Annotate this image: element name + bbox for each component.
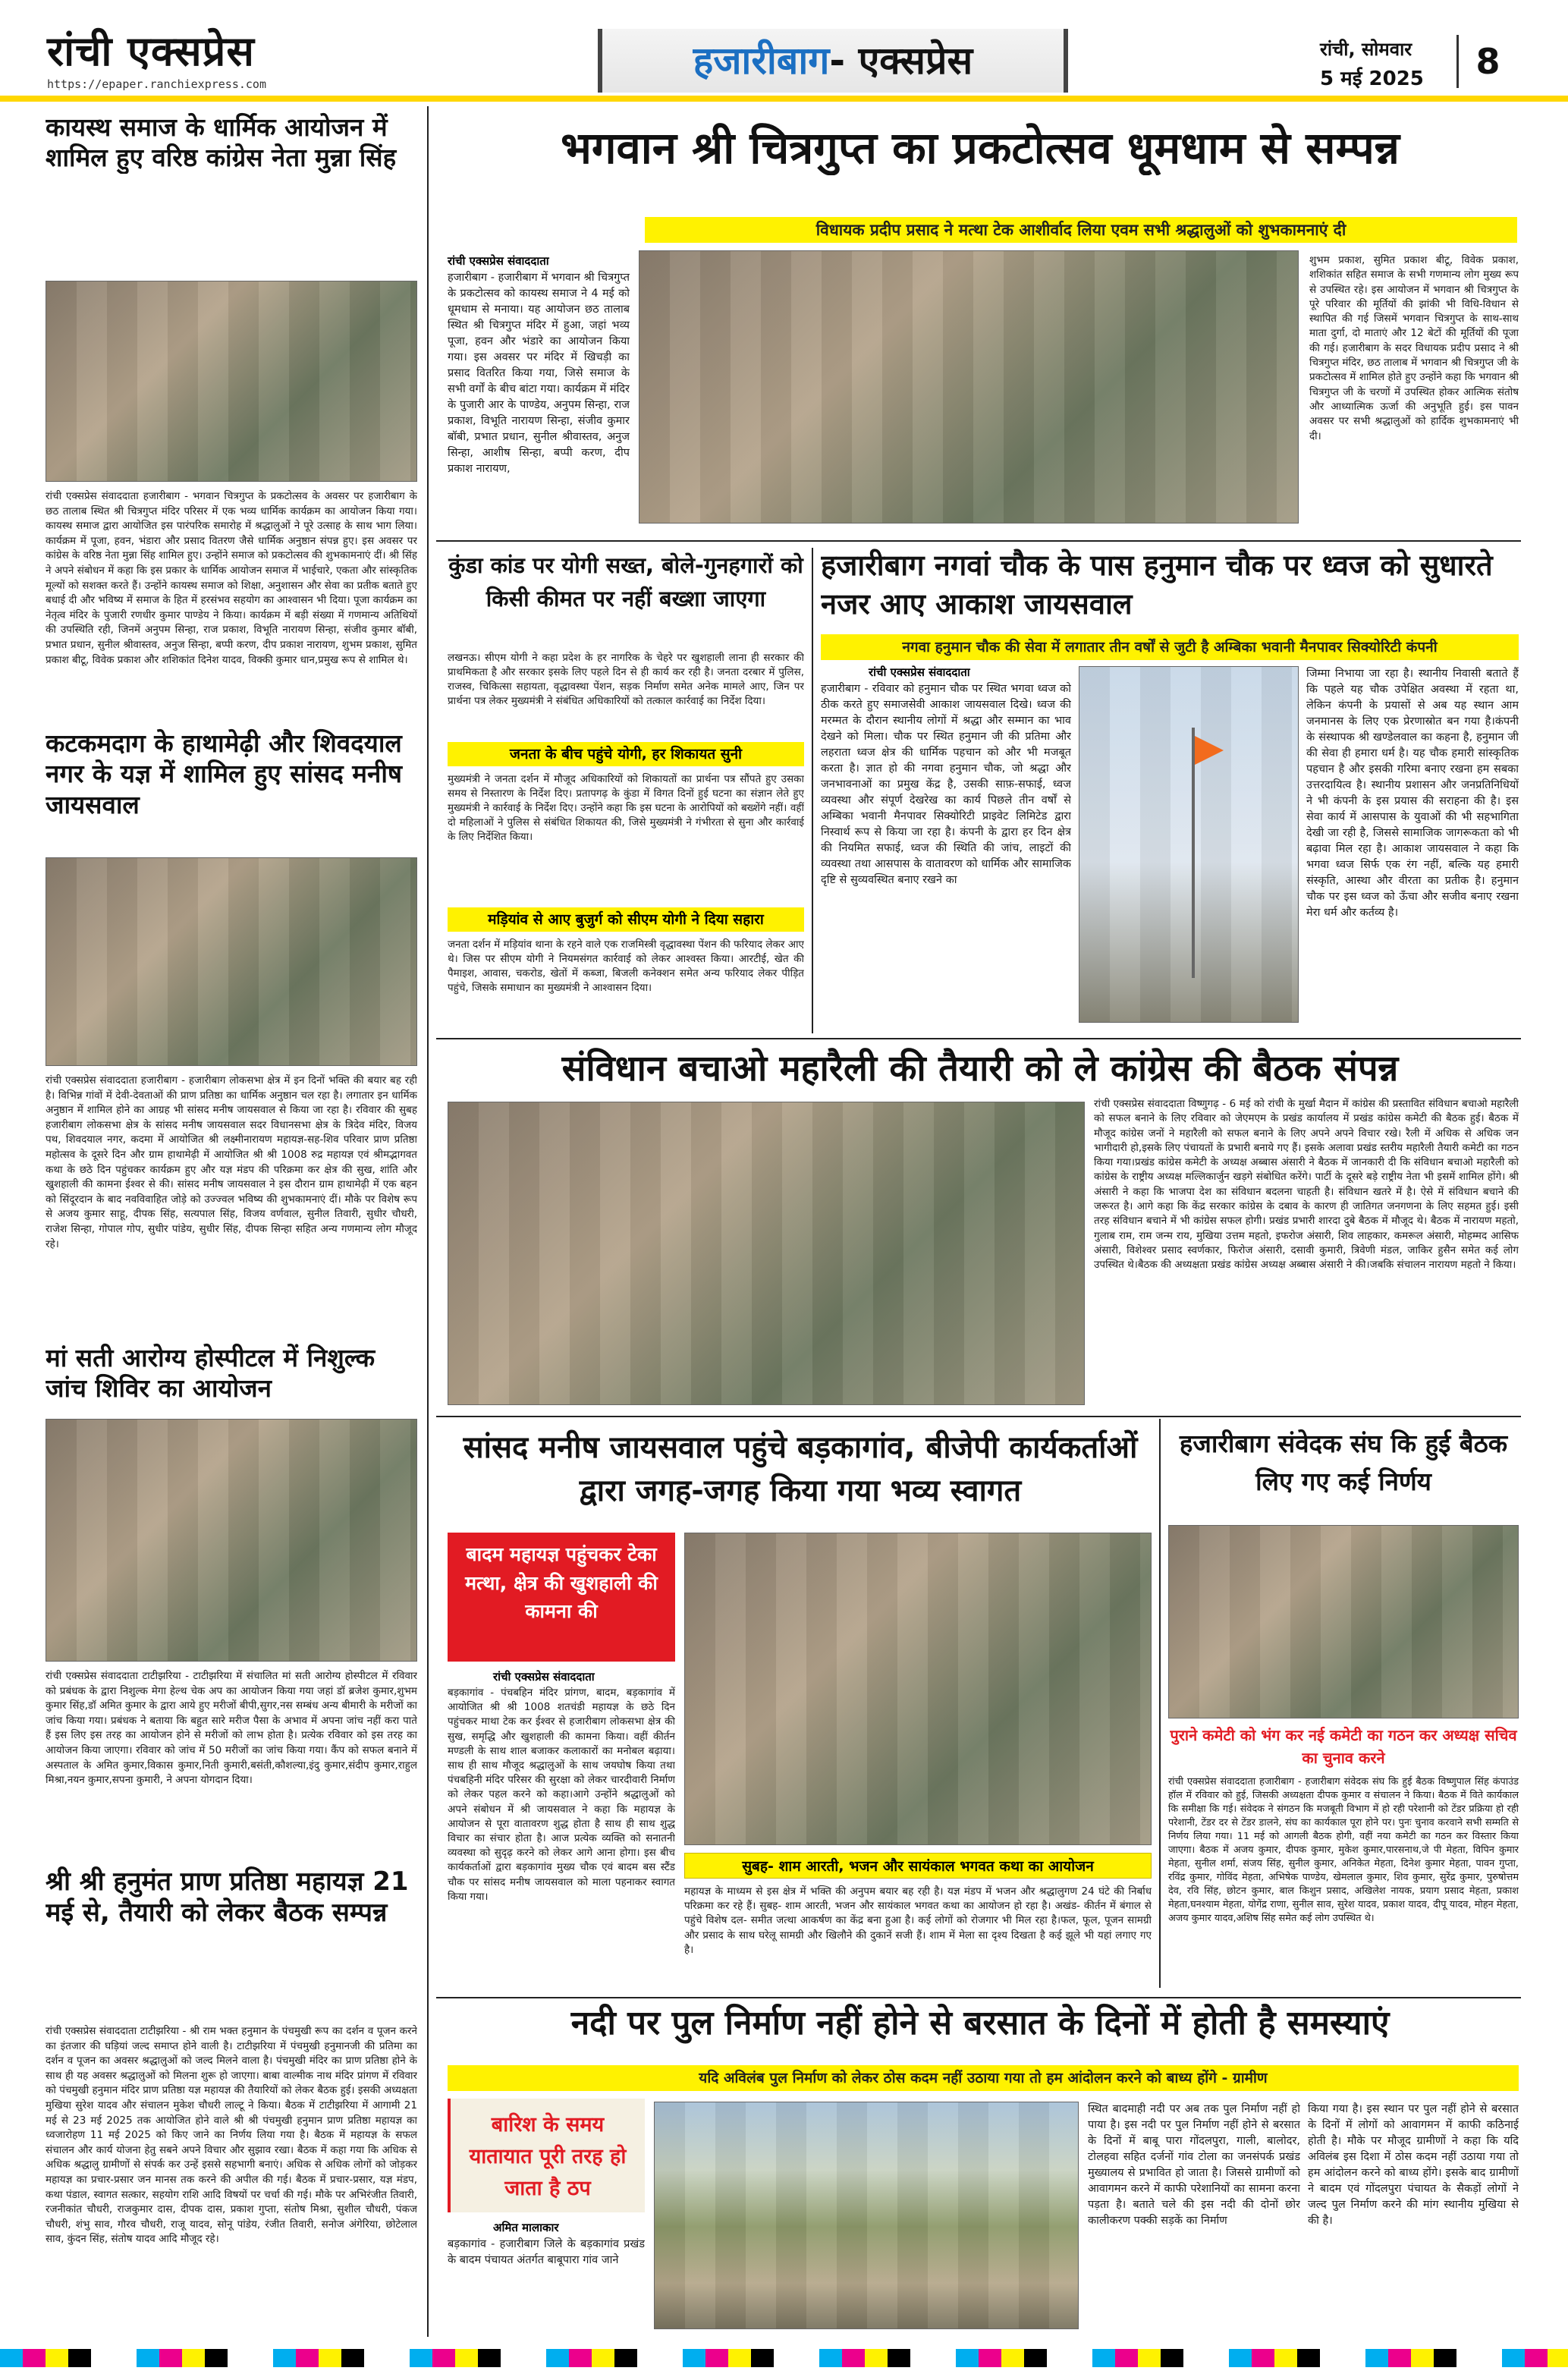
river-box-text: बारिश के समय यातायात पूरी तरह हो जाता है ठप [469, 2113, 627, 2200]
river-photo [654, 2102, 1079, 2329]
left-story4-headline: श्री श्री हनुमंत प्राण प्रतिष्ठा महायज्ञ 21 मई से, तैयारी को लेकर बैठक सम्पन्न [46, 1866, 409, 1929]
section-suffix: - एक्सप्रेस [829, 39, 973, 83]
left-story1-headline: कायस्थ समाज के धार्मिक आयोजन में शामिल हुए वरिष्ठ कांग्रेस नेता मुन्ना सिंह [46, 112, 397, 173]
yogi-rule [812, 548, 813, 1033]
mp-body: बड़कागांव - पंचबहिन मंदिर प्रांगण, बादम, बड़कागांव में आयोजित श्री श्री 1008 शतचंडी महायज्ञ के छठे दिन पहुंचकर माथा टेक कर ईश्वर से हजारीबाग लोकसभा क्षेत्र की सुख, समृद्धि और खुशहाली की कामना किया। वहीं कीर्तन मण्डली के साथ शाल बजाकर कलाकारों का मनोबल बढ़ाया। साथ ही साथ मौजूद श्रद्धालुओं के साथ जयघोष किया तथा पंचबहिनी मंदिर परिसर की सुरक्षा को लेकर चारदीवारी निर्माण को लेकर पहल करने को कहा।आगे उन्होंने श्रद्धालुओं को अपने संबोधन में श्री जायसवाल ने कहा कि महायज्ञ के आयोजन से पूरा वातावरण शुद्ध होता है साथ ही साथ शुद्ध विचार का संचार होता है। आज प्रत्येक व्यक्ति को सनातनी व्यवस्था को सुदृढ़ करने को लेकर आगे आना होगा। इस बीच कार्यकर्ताओं द्वारा बड़कागांव मुख्य चौक एवं बादम बस स्टैंड चौक पर सांसद मनीष जायसवाल को माला पहनाकर स्वागत किया गया। [448, 1687, 675, 1903]
page-number: 8 [1456, 35, 1517, 88]
flag-pole [1192, 728, 1195, 978]
congress-body: रांची एक्सप्रेस संवाददाता विष्णुगढ़ - 6 मई को रांची के मुर्खा मैदान में कांग्रेस की प्रस्तावित संविधान बचाओ महारैली को सफल बनाने के लिए रविवार को जेएमएम के प्रखंड कार्यालय में प्रखंड कांग्रेस कमेटी की बैठक हुई। बैठक में मौजूद कांग्रेस जनों ने महारैली को सफल बनाने के लिए अपने अपने विचार रखे। रैली में अधिक से अधिक जन भागीदारी हो,इसके लिए पंचायतों के प्रभारी बनाये गए हैं। इसके अलावा प्रखंड स्तरीय महारैली तैयारी कमेटी का गठन किया गया।प्रखंड कांग्रेस कमेटी के अध्यक्ष अब्बास अंसारी ने बैठक में जानकारी दी कि संविधान बचाओ महारैली को कांग्रेस के राष्ट्रीय अध्यक्ष मल्लिकार्जुन खड़गे संबोधित करेंगे। पार्टी के दूसरे बड़े राष्ट्रीय नेता भी इसमें शामिल होंगे। श्री अंसारी ने कहा कि भाजपा देश का संविधान बदलना चाहती है। संविधान खतरे में है। ऐसे में संविधान बचाने की जरूरत है। आगे कहा कि केंद्र सरकार कांग्रेस के दबाव के कारण ही जातिगत जनगणना के लिए सहमत हुई। इसी तरह संविधान बचाने में भी कांग्रेस सफल होगी। प्रखंड प्रभारी शारदा दुबे बैठक में मौजूद थे। बैठक में नारायण महतो, गुलाब राम, राम जन्म राय, मुखिया उत्तम महतो, इफरोज अंसारी, शिव लाहकार, कमरूल अंसारी, मोहम्मद आसिफ अंसारी, विशेश्वर प्रसाद स्वर्णकार, फिरोज अंसारी, दसावी कुमारी, त्रिवेणी मंडल, जाकिर हुसैन समेत कई लोग उपस्थित थे।बैठक की अध्यक्षता प्रखंड कांग्रेस अध्यक्ष अब्बास अंसारी ने की।जबकि संचालन नारायण महतो ने किया। [1094, 1098, 1519, 1272]
paper-logo: रांची एक्सप्रेस [47, 27, 255, 75]
left-story1-photo [46, 281, 417, 482]
yogi-body1: लखनऊ। सीएम योगी ने कहा प्रदेश के हर नागरिक के चेहरे पर खुशहाली लाना ही सरकार की प्राथमिकता है और सरकार इसके लिए पहले दिन से ही कार्य कर रही है। जनता दरबार में पुलिस, राजस्व, चिकित्सा सहायता, वृद्धावस्था पेंशन, सड़क निर्माण समेत अनेक मामले आए, जिन पर प्रार्थना पत्र लेकर मुख्यमंत्री ने संबंधित अधिकारियों को तत्काल कार्रवाई का निर्देश दिया। [448, 652, 804, 707]
left-column-rule [427, 106, 429, 2337]
mp-photo [684, 1533, 1152, 1845]
river-body-right: किया गया है। इस स्थान पर पुल नहीं होने से बरसात के दिनों में लोगों को आवागमन में काफी कठिनाई होती है। मौके पर मौजूद ग्रामीणों ने कहा कि यदि अविलंब इस दिशा में ठोस कदम नहीं उठाया गया तो हम आंदोलन करने को बाध्य होंगे। इसके बाद ग्रामीणों ने बादम एवं गोंदलपुरा पंचायत के सैकड़ों लोगों ने जल्द पुल निर्माण करने की मांग स्थानीय मुखिया से की है। [1308, 2103, 1519, 2227]
lead-headline: भगवान श्री चित्रगुप्त का प्रकटोत्सव धूमधाम से सम्पन्न [561, 122, 1400, 174]
river-strap: यदि अविलंब पुल निर्माण को लेकर ठोस कदम नहीं उठाया गया तो हम आंदोलन करने को बाध्य होंगे - ग्रामीण [448, 2065, 1519, 2091]
lead-byline: रांची एक्सप्रेस संवाददाता [448, 254, 549, 268]
hanuman-body-right: जिम्मा निभाया जा रहा है। स्थानीय निवासी बताते हैं कि पहले यह चौक उपेक्षित अवस्था में रहता था, लेकिन कंपनी के प्रयासों से अब यह स्थान आम जनमानस के लिए एक प्रेरणास्रोत बन गया है।कंपनी के संस्थापक श्री खण्डेलवाल का कहना है, हनुमान जी की सेवा ही हमारा धर्म है। यह चौक हमारी सांस्कृतिक पहचान है और इसकी गरिमा बनाए रखना हम सबका उत्तरदायित्व है। स्थानीय प्रशासन और जनप्रतिनिधियों ने भी कंपनी के इस प्रयास की सराहना की है। इस सेवा कार्य में आसपास के युवाओं की भी सहभागिता देखी जा रही है, जिससे सामाजिक जागरूकता को भी बढ़ावा मिल रहा है। आकाश जायसवाल ने कहा कि भगवा ध्वज सिर्फ एक रंग नहीं, बल्कि यह हमारी संस्कृति, आस्था और वीरता का प्रतीक है। हनुमान चौक पर इस ध्वज को ऊँचा और सजीव बनाए रखना मेरा धर्म और कर्तव्य है। [1306, 668, 1519, 919]
left-story2-body: रांची एक्सप्रेस संवाददाता हजारीबाग - हजारीबाग लोकसभा क्षेत्र में इन दिनों भक्ति की बयार बह रही है। विभिन्न गांवों में देवी-देवताओं की प्राण प्रतिष्ठा का धार्मिक अनुष्ठान चल रहा है। लगातार इन धार्मिक अनुष्ठान में शामिल होने का आग्रह भी सांसद मनीष जायसवाल से किया जा रहा है। रविवार की सुबह हजारीबाग लोकसभा क्षेत्र के सांसद मनीष जायसवाल सदर विधानसभा क्षेत्र के त्रिदेव मंदिर, विजय पथ, शिवदयाल नगर, कदमा में आयोजित श्री लक्ष्मीनारायण महायज्ञ-सह-शिव परिवार प्राण प्रतिष्ठा महोत्सव के दूसरे दिन और ग्राम हाथामेढ़ी में आयोजित श्री श्री 1008 रुद्र महायज्ञ एवं श्रीमद्भागवत कथा के छठे दिन पहुंचकर कार्यक्रम हुए और यज्ञ मंडप की परिक्रमा कर क्षेत्र की सुख, शांति और खुशहाली की कामना ईश्वर से की। सांसद मनीष जायसवाल ने इस दौरान ग्राम हाथामेढ़ी में एक बहन को सिंदूरदान के बाद नवविवाहित जोड़े को उज्ज्वल भविष्य की शुभकामनाएं दीं। मौके पर विशेष रूप से अजय कुमार साहू, दीपक सिंह, सत्यपाल सिंह, विजय वर्णवाल, सुनील तिवारी, सुधीर चौधरी, राजेश सिन्हा, गोपाल गोप, सुधीर पांडेय, सुधीर सिंह, दीपक सिन्हा सहित अन्य गणमान्य लोग मौजूद रहे। [46, 1074, 417, 1250]
mp-headline: सांसद मनीष जायसवाल पहुंचे बड़कागांव, बीजेपी कार्यकर्ताओं द्वारा जगह-जगह किया गया भव्य स्वागत [463, 1430, 1138, 1508]
section-banner [598, 29, 1068, 93]
issue-date: 5 मई 2025 [1320, 68, 1424, 90]
left-story3-headline: मां सती आरोग्य होस्पीटल में निशुल्क जांच शिविर का आयोजन [46, 1343, 376, 1404]
mp-box-headline: बादम महायज्ञ पहुंचकर टेका मत्था, क्षेत्र की खुशहाली की कामना की [448, 1533, 675, 1662]
lead-rule [436, 540, 1521, 542]
flag-icon [1193, 735, 1224, 766]
congress-rule [436, 1038, 1521, 1039]
hanuman-photo [1079, 666, 1299, 1023]
section-name: हजारीबाग [693, 39, 830, 83]
mp-body2: महायज्ञ के माध्यम से इस क्षेत्र में भक्ति की अनुपम बयार बह रही है। यज्ञ मंडप में भजन और श्रद्धालुगण 24 घंटे की निर्बाध परिक्रमा कर रहे हैं। सुबह- शाम आरती, भजन और सायंकाल भगवत कथा का आयोजन हो रहा है। अखंड- कीर्तन में बंगाल से पहुंचे विशेष दल- समीत जत्था आकर्षण का केंद्र बना हुआ है। कई लोगों को रोजगार भी मिल रहा है।फल, फूल, पूजन सामग्री और प्रसाद के साथ घरेलू सामग्री और खिलौने की दुकानें सजी हैं। शाम में मेला सा दृश्य दिखता है कई झूले भी यहां लगाए गए है। [684, 1885, 1152, 1956]
yogi-sub2: मड़ियांव से आए बुजुर्ग को सीएम योगी ने दिया सहारा [448, 907, 804, 932]
river-body-mid: स्थित बादमाही नदी पर अब तक पुल निर्माण नहीं हो पाया है। इस नदी पर पुल निर्माण नहीं होने से बरसात के दिनों में बाबू पारा गोंदलपुरा, गाली, बालोदर, टोलहवा सहित दर्जनों गांव टोला का जनसंपर्क प्रखंड मुख्यालय से प्रभावित हो जाता है। जिससे ग्रामीणों को आवागमन करने में काफी परेशानियों का सामना करना पड़ता है। बताते चले की इस नदी की दोनों छोर कालीकरण पक्की सड़कें का निर्माण [1088, 2103, 1300, 2227]
mp-sub: सुबह- शाम आरती, भजन और सायंकाल भगवत कथा का आयोजन [684, 1853, 1152, 1879]
hanuman-strap: नगवा हनुमान चौक की सेवा में लगातार तीन वर्षों से जुटी है अम्बिका भवानी मैनपावर सिक्योरिटी कंपनी [821, 634, 1519, 660]
mp-byline: रांची एक्सप्रेस संवाददाता [493, 1670, 595, 1684]
place-day: रांची, सोमवार [1320, 39, 1412, 60]
river-body-left: बड़कागांव - हजारीबाग जिले के बड़कागांव प्रखंड के बादम पंचायत अंतर्गत बाबूपारा गांव जाने [448, 2238, 645, 2266]
paper-url[interactable]: https://epaper.ranchiexpress.com [47, 77, 266, 91]
lead-strap: विधायक प्रदीप प्रसाद ने मत्था टेक आशीर्वाद लिया एवम सभी श्रद्धालुओं को शुभकामनाएं दी [645, 217, 1517, 243]
left-story2-headline: कटकमदाग के हाथामेढ़ी और शिवदयाल नगर के यज्ञ में शामिल हुए सांसद मनीष जायसवाल [46, 728, 402, 819]
left-story2-photo [46, 857, 417, 1066]
hanuman-byline: रांची एक्सप्रेस संवाददाता [869, 665, 970, 679]
lead-body-left: हजारीबाग - हजारीबाग में भगवान श्री चित्रगुप्त के प्रकटोत्सव को कायस्थ समाज ने 4 मई को धूमधाम से मनाया। यह आयोजन छठ तालाब स्थित श्री चित्रगुप्त मंदिर में हुआ, जहां भव्य पूजा, हवन और भंडारे का आयोजन किया गया। इस अवसर पर मंदिर में खिचड़ी का प्रसाद वितरित किया गया, जिसे समाज के सभी वर्गों के बीच बांटा गया। कार्यक्रम में मंदिर के पुजारी आर के पाण्डेय, अनुपम सिन्हा, राज प्रकाश, विभूति नारायण सिन्हा, संजीव कुमार बॉबी, प्रभात प्रधान, सुनील श्रीवास्तव, अनुज सिन्हा, आशीष सिन्हा, बप्पी करण, दीप प्रकाश नारायण, [448, 272, 630, 475]
hanuman-body-left: हजारीबाग - रविवार को हनुमान चौक पर स्थित भगवा ध्वज को ठीक करते हुए समाजसेवी आकाश जायसवाल दिखे। ध्वज की मरम्मत के दौरान स्थानीय लोगों में श्रद्धा और सम्मान का भाव देखने को मिला। चौक पर स्थित हनुमान जी की प्रतिमा और लहराता ध्वज क्षेत्र की धार्मिक पहचान को और भी मजबूत करता है। ज्ञात हो की नगवा हनुमान चौक, जो श्रद्धा और जनभावनाओं का प्रमुख केंद्र है, उसकी साफ़-सफाई, ध्वज व्यवस्था और संपूर्ण देखरेख का कार्य पिछले तीन वर्षों से अम्बिका भवानी मैनपावर सिक्योरिटी प्राइवेट लिमिटेड द्वारा निस्वार्थ रूप से किया जा रहा है। कंपनी के द्वारा हर दिन क्षेत्र की नियमित सफाई, ध्वज की स्थिति की जांच, लाइटों की व्यवस्था तथा आसपास के वातावरण को धार्मिक और सामाजिक दृष्टि से सुव्यवस्थित बनाए रखने का [821, 683, 1071, 886]
yogi-sub1: जनता के बीच पहुंचे योगी, हर शिकायत सुनी [448, 742, 804, 766]
river-rule [436, 1997, 1521, 1998]
left-story3-photo [46, 1419, 417, 1662]
top-band [0, 96, 1568, 102]
sangh-headline: हजारीबाग संवेदक संघ कि हुई बैठक लिए गए कई निर्णय [1179, 1429, 1508, 1496]
sangh-photo [1168, 1525, 1519, 1718]
sangh-body: रांची एक्सप्रेस संवाददाता हजारीबाग - हजारीबाग संवेदक संघ कि हुई बैठक विष्णुपाल सिंह कंपाउंड हॉल में रविवार को हुई, जिसकी अध्यक्षता दीपक कुमार व संचालन ने किया। बैठक में विते कार्यकाल कि समीक्षा कि गई। संवेदक ने संगठन कि मजबूती विभाग में हो रही परेशानी को टेंडर प्रक्रिया हो रही परेशानी, टेंडर दर से टेंडर डालने, संघ का कार्यकाल पूरा होने पर। पुनः चुनाव करवाने सभी सम्मति से निर्णय लिया गया। 11 मई को आगली बैठक होगी, वहीं नया कमेटी का गठन कर विस्तार किया जाएगा। बैठक में अजय कुमार, दीपक कुमार, मुकेश कुमार,पारसनाथ,जे पी मेहता, विपिन कुमार मेहता, सुनील शर्मा, संजय सिंह, सुनील कुमार, अनिकेत मेहता, दिनेश कुमार मेहता, पावन गुप्ता, रविंद्र कुमार, गोविंद मेहता, अभिषेक पाण्डेय, खेमलाल कुमार, शिव कुमार, सुरेंद्र कुमार, पुरुषोत्तम देव, रवि सिंह, छोटन कुमार, बाल किशुन प्रसाद, अखिलेश नायक, प्रयाग प्रसाद मेहता, प्रकाश मेहता,घनश्याम मेहता, योगेंद्र राणा, सुनील साव, सुरेश यादव, प्रकाश यादव, दीपू यादव, मोहन मेहता, अजय कुमार यादव,अशिष सिंह समेत कई लोग उपस्थित थे। [1168, 1776, 1519, 1924]
river-box-headline [448, 2099, 645, 2212]
bottom-register-marks [0, 2349, 1568, 2367]
yogi-headline: कुंडा कांड पर योगी सख्त, बोले-गुनहगारों को किसी कीमत पर नहीं बख्शा जाएगा [448, 552, 803, 612]
congress-photo [448, 1102, 1085, 1405]
congress-headline: संविधान बचाओ महारैली की तैयारी को ले कांग्रेस की बैठक संपन्न [561, 1048, 1399, 1090]
river-byline: अमित मालाकार [493, 2221, 559, 2234]
lead-photo [639, 250, 1299, 524]
sangh-sub: पुराने कमेटी को भंग कर नई कमेटी का गठन कर अध्यक्ष सचिव का चुनाव करने [1170, 1726, 1517, 1767]
sangh-rule [1159, 1419, 1161, 1988]
left-story4-body: रांची एक्सप्रेस संवाददाता टाटीझरिया - श्री राम भक्त हनुमान के पंचमुखी रूप का दर्शन व पूजन करने का इंतजार की घड़ियां जल्द समाप्त होने वाली है। टाटीझरिया में पंचमुखी हनुमानजी की प्रतिमा का दर्शन व पूजन का अवसर श्रद्धालुओं को जल्द मिलने वाला है। पंचमुखी मंदिर का प्राण प्रतिष्ठा होने के साथ ही यह अवसर श्रद्धालुओं को मिलना शुरू हो जाएगा। बाबा वाल्मीक नाथ मंदिर प्रांगण में रविवार को पंचमुखी हनुमान मंदिर प्राण प्रतिष्ठा यज्ञ महायज्ञ की तैयारियों को लेकर बैठक हुई। इसकी अध्यक्षता मुखिया सुरेश यादव और संचालन मुकेश चौधरी लाल्टू ने किया। बैठक में टाटीझरिया में आगामी 21 मई से 23 मई 2025 तक आयोजित होने वाले श्री श्री पंचमुखी हनुमान प्राण प्रतिष्ठा महायज्ञ का ध्वजारोहण 11 मई 2025 को किए जाने का निर्णय लिया गया है। बैठक में महायज्ञ के सफल संचालन और कार्य योजना हेतु सबने अपने विचार और सुझाव रखा। बैठक में कहा गया कि अधिक से अधिक श्रद्धालु ग्रामीणों से संपर्क कर उन्हें इससे सहभागी बनाएं। अधिक से अधिक लोगों को जोड़कर महायज्ञ का प्रचार-प्रसार जन मानस तक करने की अपील की गई। बैठक में प्रचार-प्रसार, यज्ञ मंडप, कथा पंडाल, स्वागत सत्कार, सहयोग राशि आदि विषयों पर चर्चा की गई। मौके पर अभिरंजीत तिवारी, रजनीकांत चौधरी, राजकुमार दास, दीपक दास, प्रकाश गुप्ता, संतोष मिश्रा, सुशील चौधरी, पंकज चौधरी, शंभु साव, गौरव चौधरी, राजू यादव, सोनू पांडेय, रंजीत तिवारी, सनोज अंगेरिया, छोटेलाल साव, कुंदन सिंह, संतोष यादव आदि मौजूद रहे। [46, 2025, 417, 2246]
river-headline: नदी पर पुल निर्माण नहीं होने से बरसात के दिनों में होती है समस्याएं [570, 2004, 1390, 2042]
lead-body-right: शुभम प्रकाश, सुमित प्रकाश बीटू, विवेक प्रकाश, शशिकांत सहित समाज के सभी गणमान्य लोग मुख्य रूप से उपस्थित रहे। इस आयोजन में भगवान श्री चित्रगुप्त के पूरे परिवार की मूर्तियों की झांकी भी विधि-विधान से स्थापित की गई जिसमें भगवान चित्रगुप्त के साथ-साथ माता दुर्गा, दो माताएं और 12 बेटों की मूर्तियों की पूजा की गई। हजारीबाग के सदर विधायक प्रदीप प्रसाद ने श्री चित्रगुप्त मंदिर, छठ तालाब में भगवान श्री चित्रगुप्त जी के प्रकटोत्सव में शामिल होते हुए उन्होंने कहा कि भगवान श्री चित्रगुप्त जी के चरणों में उपस्थित होकर आत्मिक संतोष और आध्यात्मिक ऊर्जा की अनुभूति हुई। इस पावन अवसर पर सभी श्रद्धालुओं को हार्दिक शुभकामनाएं भी दी। [1309, 254, 1519, 442]
masthead [0, 0, 1568, 99]
hanuman-headline: हजारीबाग नगवां चौक के पास हनुमान चौक पर ध्वज को सुधारते नजर आए आकाश जायसवाल [821, 549, 1493, 621]
yogi-body3: जनता दर्शन में मड़ियांव थाना के रहने वाले एक राजमिस्त्री वृद्धावस्था पेंशन की फरियाद लेकर आए थे। जिस पर सीएम योगी ने नियमसंगत कार्रवाई को लेकर आश्वस्त किया। आरटीई, खेत की पैमाइश, आवास, चकरोड, खेतों में कब्जा, बिजली कनेक्शन समेत अन्य फरियाद लेकर पीड़ित पहुंचे, जिसके समाधान का मुख्यमंत्री ने आश्वासन दिया। [448, 939, 804, 994]
left-story1-body: रांची एक्सप्रेस संवाददाता हजारीबाग - भगवान चित्रगुप्त के प्रकटोत्सव के अवसर पर हजारीबाग के छठ तालाब स्थित श्री चित्रगुप्त मंदिर परिसर में एक भव्य धार्मिक कार्यक्रम का आयोजन किया गया। कायस्थ समाज द्वारा आयोजित इस पारंपरिक समारोह में श्रद्धालुओं ने पूरे उत्साह के साथ भाग लिया। कार्यक्रम में पूजा, हवन, भंडारा और प्रसाद वितरण जैसे धार्मिक अनुष्ठान संपन्न हुए। इस अवसर पर कांग्रेस के वरिष्ठ नेता मुन्ना सिंह शामिल हुए। उन्होंने समाज को प्रकटोत्सव की शुभकामनाएं दीं। श्री सिंह ने अपने संबोधन में कहा कि इस प्रकार के धार्मिक आयोजन समाज में भाईचारे, एकता और सांस्कृतिक मूल्यों को सशक्त करते हैं। उन्होंने कायस्थ समाज को शिक्षा, अनुशासन और सेवा का प्रतीक बताते हुए बधाई दी और भविष्य में समाज के हित में हरसंभव सहयोग का आश्वासन भी दिया। पूजा कार्यक्रम का नेतृत्व मंदिर के पुजारी रणधीर कुमार पाण्डेय ने किया। कार्यक्रम में बड़ी संख्या में गणमान्य अतिथियों की उपस्थिति रही, जिनमें अनुपम सिन्हा, राज प्रकाश, विभूति नारायण सिन्हा, संजीव कुमार बॉबी, प्रभात प्रधान, सुनील श्रीवास्तव, अनुज सिन्हा, बप्पी करण, दीप प्रकाश नारायण, शुभम प्रकाश, सुमित प्रकाश बीटू, विवेक प्रकाश और शशिकांत दिनेश यादव, विक्की कुमार धान,प्रमुख रूप से शामिल थे। [46, 490, 417, 666]
yogi-body2: मुख्यमंत्री ने जनता दर्शन में मौजूद अधिकारियों को शिकायतों का प्रार्थना पत्र सौंपते हुए उसका समय से निस्तारण के निर्देश दिए। प्रतापगढ़ के कुंडा में विगत दिनों हुई घटना का संज्ञान लेते हुए मुख्यमंत्री ने कार्रवाई के निर्देश दिए। उन्होंने कहा कि इस घटना के आरोपियों को बख्शेंगे नहीं। वहीं दो महिलाओं ने पुलिस से संबंधित शिकायत की, जिसे मुख्यमंत्री ने गंभीरता से सुना और कार्रवाई के लिए निर्देशित किया। [448, 773, 804, 843]
mp-rule [436, 1416, 1521, 1417]
left-story3-body: रांची एक्सप्रेस संवाददाता टाटीझरिया - टाटीझरिया में संचालित मां सती आरोग्य होस्पीटल में रविवार को प्रबंधक के द्वारा निशुल्क मेगा हेल्थ चेक अप का आयोजन किया गया जहां डॉ ब्रजेश कुमार,शुभम कुमार सिंह,डॉ अमित कुमार के द्वारा आये हुए मरीजों बीपी,सुगर,नस सम्बंध अन्य बीमारी के मरीजों का जांच किया गया। प्रबंधक ने बताया कि बहुत सारे मरीज पैसा के अभाव में अपना जांच नहीं करा पाते हैं इस लिए इस तरह का आयोजन होने से मरीजों को लाभ होता है। प्रत्येक रविवार को इस तरह का आयोजन किया जाएगा। रविवार को जांच में 50 मरीजों का जांच किया गया। कैंप को सफल बनाने में अस्पताल के अमित कुमार,विकास कुमार,निती कुमारी,बसंती,कौशल्या,इंदु कुमार,संदीप कुमार,राहुल मिश्रा,नयन कुमार,सपना कुमारी, ने अपना योगदान दिया। [46, 1670, 417, 1787]
